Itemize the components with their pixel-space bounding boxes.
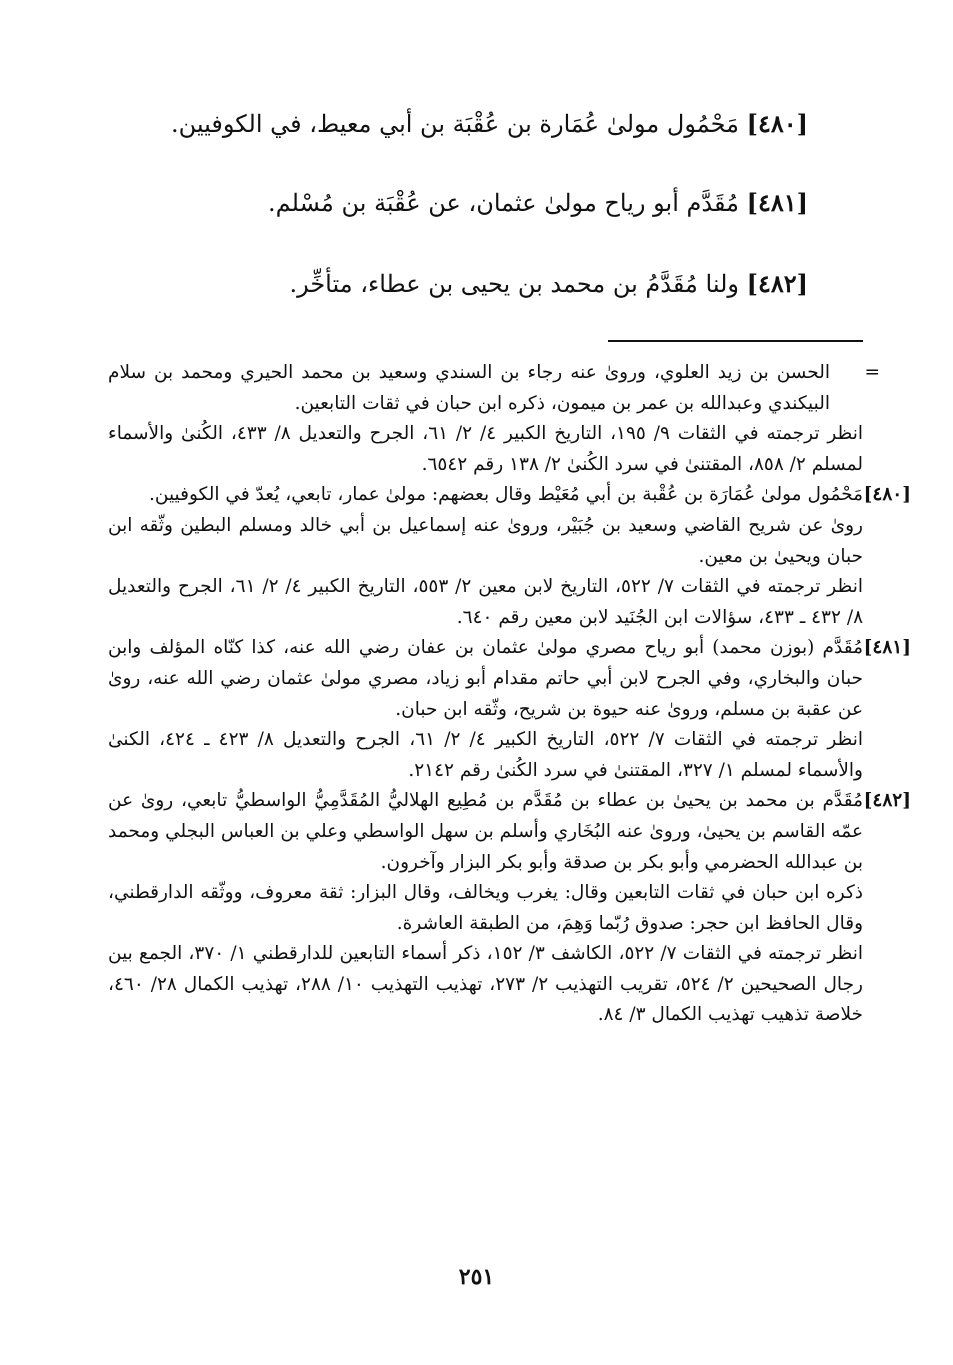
note-text: ذكره ابن حبان في ثقات التابعين وقال: يغرب ويخالف، وقال البزار: ثقة معروف، ووثّقه الدارقطني، وقال الحافظ ابن حجر: صدوق رُبّما وَهِمَ، من الطبقة العاشرة. xyxy=(108,882,863,934)
note-text: انظر ترجمته في الثقات ٧/ ٥٢٢، التاريخ لابن معين ٢/ ٥٥٣، التاريخ الكبير ٤/ ٢/ ٦١، الجرح والتعديل ٨/ ٤٣٢ ـ ٤٣٣، سؤالات ابن الجُنَيد لابن معين رقم ٦٤٠. xyxy=(108,576,863,628)
entry-number: [٤٨٢] xyxy=(746,269,808,298)
note-481 xyxy=(108,633,911,725)
main-entry-480 xyxy=(108,108,808,140)
entry-text: ولنا مُقَدَّمُ بن محمد بن يحيى بن عطاء، متأخِّر. xyxy=(289,270,739,298)
note-paragraph xyxy=(108,878,863,939)
entry-number: [٤٨٠] xyxy=(746,109,808,138)
entry-text: مَحْمُول مولىٰ عُمَارة بن عُقْبَة بن أبي معيط، في الكوفيين. xyxy=(171,110,739,138)
note-text: مُقَدَّم بن محمد بن يحيىٰ بن عطاء بن مُقَدَّم بن مُطِيع الهلاليُّ المُقَدَّمِيُّ الواسطيُّ تابعي، روىٰ عن عمّه القاسم بن يحيىٰ، وروىٰ عنه البُخَاري وأسلم بن سهل الواسطي وعلي بن العباس البجلي ومحمد بن عبدالله الحضرمي وأبو بكر بن صدقة وأبو بكر البزار وآخرون. xyxy=(108,790,863,873)
note-paragraph xyxy=(108,572,863,633)
note-text: روىٰ عن شريح القاضي وسعيد بن جُبَيْر، وروىٰ عنه إسماعيل بن أبي خالد ومسلم البطين وثّقه ابن حبان ويحيىٰ بن معين. xyxy=(108,514,863,567)
footnote-separator xyxy=(608,340,863,342)
note-continuation xyxy=(108,358,880,419)
entry-text: مُقَدَّم أبو رياح مولىٰ عثمان، عن عُقْبَة بن مُسْلم. xyxy=(268,189,739,217)
note-paragraph xyxy=(108,939,863,1031)
note-text: انظر ترجمته في الثقات ٩/ ١٩٥، التاريخ الكبير ٤/ ٢/ ٦١، الجرح والتعديل ٨/ ٤٣٣، الكُنىٰ والأسماء لمسلم ٢/ ٨٥٨، المقتنىٰ في سرد الكُنىٰ ٢/ ١٣٨ رقم ٦٥٤٢. xyxy=(108,423,863,475)
note-text: انظر ترجمته في الثقات ٧/ ٥٢٢، التاريخ الكبير ٤/ ٢/ ٦١، الجرح والتعديل ٨/ ٤٢٣ ـ ٤٢٤، الكنىٰ والأسماء لمسلم ١/ ٣٢٧، المقتنىٰ في سرد الكُنىٰ رقم ٢١٤٢. xyxy=(108,729,863,781)
note-marker: [٤٨٠] xyxy=(863,484,911,506)
entry-number: [٤٨١] xyxy=(746,188,808,217)
note-paragraph xyxy=(108,511,863,572)
note-paragraph xyxy=(108,419,863,480)
note-marker: [٤٨٢] xyxy=(863,790,911,812)
footnotes xyxy=(108,358,911,1031)
note-480 xyxy=(108,480,911,511)
main-entry-482 xyxy=(108,268,808,300)
note-paragraph xyxy=(108,725,863,786)
note-text: مَحْمُول مولىٰ عُمَارَة بن عُقْبة بن أبي مُعَيْط وقال بعضهم: مولىٰ عمار، تابعي، يُعدّ في الكوفيين. xyxy=(149,484,863,506)
note-text: مُقَدَّم (بوزن محمد) أبو رياح مصري مولىٰ عثمان بن عفان رضي الله عنه، كذا كنّاه المؤلف وابن حبان والبخاري، وفي الجرح لابن أبي حاتم مقدام أبو زياد، مصري مولىٰ عثمان رضي الله عنه، روىٰ عن عقبة بن مسلم، وروىٰ عنه حيوة بن شريح، وثّقه ابن حبان. xyxy=(108,637,863,720)
main-entry-481 xyxy=(108,187,808,219)
note-text: الحسن بن زيد العلوي، وروىٰ عنه رجاء بن السندي وسعيد بن محمد الحيري ومحمد بن سلام البيكندي وعبدالله بن عمر بن ميمون، ذكره ابن حبان في ثقات التابعين. xyxy=(108,362,830,414)
note-marker: [٤٨١] xyxy=(863,637,911,659)
continuation-marker: = xyxy=(864,362,880,383)
page-number: ٢٥١ xyxy=(458,1264,495,1290)
note-text: انظر ترجمته في الثقات ٧/ ٥٢٢، الكاشف ٣/ ١٥٢، ذكر أسماء التابعين للدارقطني ١/ ٣٧٠، الجمع بين رجال الصحيحين ٢/ ٥٢٤، تقريب التهذيب ٢/ ٢٧٣، تهذيب التهذيب ١٠/ ٢٨٨، تهذيب الكمال ٢٨/ ٤٦٠، خلاصة تذهيب تهذيب الكمال ٣/ ٨٤. xyxy=(108,943,864,1026)
note-482 xyxy=(108,786,911,878)
